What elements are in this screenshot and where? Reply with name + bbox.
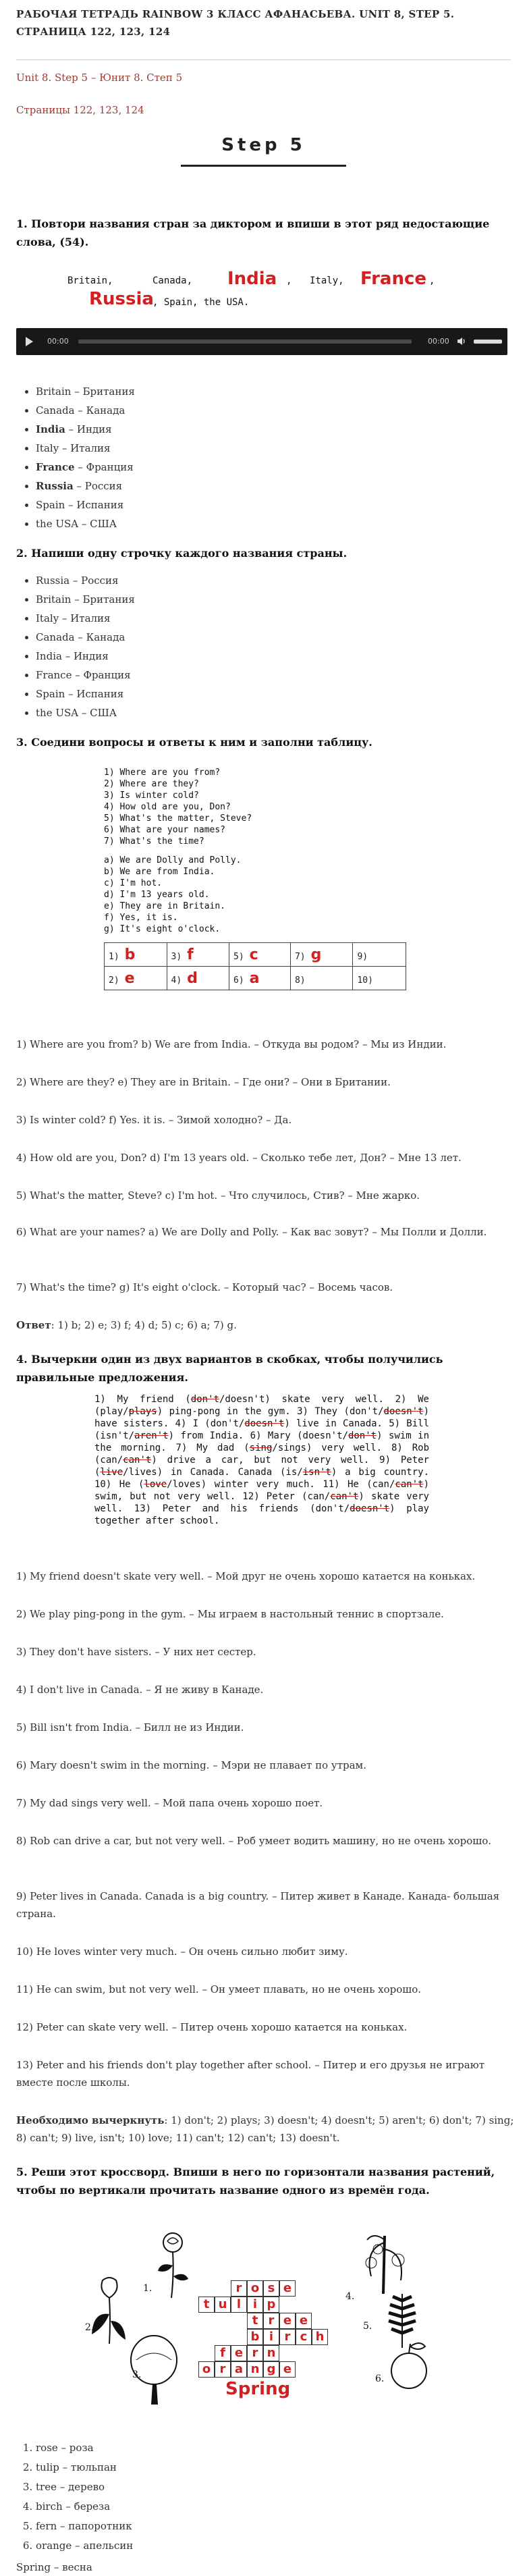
paragraph: 13) Peter and his friends don't play together after school. – Питер и его друзья не играют вместе после школы. xyxy=(16,2059,485,2089)
table-cell: 5) c xyxy=(229,943,291,967)
volume-icon[interactable] xyxy=(457,337,466,346)
list-item: 3. tree – дерево xyxy=(36,2477,522,2497)
crossword-cell: r xyxy=(215,2361,231,2378)
clue-number: 5. xyxy=(363,2321,372,2332)
paragraph: 2) Where are they? e) They are in Britain. – Где они? – Они в Британии. xyxy=(16,1076,391,1088)
task1-list xyxy=(16,382,522,533)
crossword-cell: e xyxy=(279,2361,296,2378)
task2-list xyxy=(16,571,522,722)
page-title: РАБОЧАЯ ТЕТРАДЬ RAINBOW 3 КЛАСС АФАНАСЬЕВА. UNIT 8, STEP 5. СТРАНИЦА 122, 123, 124 xyxy=(16,8,455,38)
crossword-cell: h xyxy=(312,2329,328,2345)
list-item: • Italy – Италия xyxy=(36,439,522,458)
play-icon[interactable] xyxy=(26,337,33,346)
list-item: • Britain – Британия xyxy=(36,382,522,401)
rose-icon xyxy=(144,2228,212,2302)
crossword-cell: g xyxy=(263,2361,279,2378)
question-line: 2) Where are they? xyxy=(104,779,199,789)
answer-line: c) I'm hot. xyxy=(104,878,163,888)
list-item: • Spain – Испания xyxy=(36,495,522,514)
task5-list xyxy=(16,2438,522,2556)
answer-line: a) We are Dolly and Polly. xyxy=(104,855,242,865)
task4-heading: 4. Вычеркни один из двух вариантов в скобках, чтобы получились правильные предложения. xyxy=(16,1353,443,1384)
table-cell: 10) xyxy=(353,967,406,990)
task2-heading: 2. Напиши одну строчку каждого названия страны. xyxy=(16,547,348,560)
task3-heading: 3. Соедини вопросы и ответы к ним и заполни таблицу. xyxy=(16,736,372,749)
list-item: • Spain – Испания xyxy=(36,685,522,703)
ws-russia-handwritten: Russia xyxy=(89,289,154,309)
crossword-cell: e xyxy=(279,2313,296,2329)
table-cell: 6) a xyxy=(229,967,291,990)
list-item: • France – Франция xyxy=(36,458,522,477)
crossword-cell: i xyxy=(263,2329,279,2345)
paragraph: 1) My friend doesn't skate very well. – Мой друг не очень хорошо катается на коньках. xyxy=(16,1570,476,1582)
paragraph: 12) Peter can skate very well. – Питер очень хорошо катается на коньках. xyxy=(16,2021,408,2033)
table-cell: 1) b xyxy=(105,943,167,967)
time-duration: 00:00 xyxy=(428,337,449,346)
answer-line: f) Yes, it is. xyxy=(104,913,178,923)
clue-number: 2. xyxy=(85,2322,94,2333)
table-cell: 3) f xyxy=(167,943,229,967)
clue-number: 1. xyxy=(143,2283,152,2294)
table-cell: 7) g xyxy=(290,943,353,967)
task1-heading: 1. Повтори названия стран за диктором и впиши в этот ряд недостающие слова, (54). xyxy=(16,217,490,248)
question-line: 1) Where are you from? xyxy=(104,768,221,778)
clue-number: 6. xyxy=(375,2373,385,2384)
crossword-cell: r xyxy=(247,2345,263,2361)
crossword-cell: s xyxy=(263,2280,279,2297)
crossword-cell: i xyxy=(247,2297,263,2313)
volume-slider[interactable] xyxy=(474,340,502,344)
paragraph: 6) What are your names? a) We are Dolly and Polly. – Как вас зовут? – Мы Полли и Долли. xyxy=(16,1226,487,1238)
list-item: 2. tulip – тюльпан xyxy=(36,2458,522,2477)
paragraph: 1) Where are you from? b) We are from India. – Откуда вы родом? – Мы из Индии. xyxy=(16,1038,447,1050)
paragraph: 5) Bill isn't from India. – Билл не из Индии. xyxy=(16,1721,244,1734)
crossword-cell: t xyxy=(198,2297,215,2313)
ws-canada: Canada, xyxy=(152,275,193,286)
crossword-cell: a xyxy=(231,2361,247,2378)
crossword-cell: o xyxy=(247,2280,263,2297)
crossword-cell: t xyxy=(247,2313,263,2329)
orange-icon xyxy=(386,2334,433,2395)
answer-table xyxy=(104,942,406,990)
crossword-cell: p xyxy=(263,2297,279,2313)
list-item: 1. rose – роза xyxy=(36,2438,522,2458)
table-row xyxy=(105,943,406,967)
crossword-cell: b xyxy=(247,2329,263,2345)
table-row xyxy=(105,967,406,990)
crossword-cell: r xyxy=(231,2280,247,2297)
list-item: • Russia – Россия xyxy=(36,571,522,590)
answer-line: e) They are in Britain. xyxy=(104,901,226,911)
clue-number: 4. xyxy=(345,2291,355,2302)
crossword-cell: r xyxy=(263,2313,279,2329)
list-item: • Britain – Британия xyxy=(36,590,522,609)
list-item: • India – Индия xyxy=(36,647,522,666)
paragraph: 7) What's the time? g) It's eight o'clock. – Который час? – Восемь часов. xyxy=(16,1281,393,1293)
question-line: 5) What's the matter, Steve? xyxy=(104,813,252,824)
question-line: 6) What are your names? xyxy=(104,825,226,835)
ws-britain: Britain, xyxy=(67,275,113,286)
birch-icon xyxy=(358,2229,412,2297)
crossword-cell: n xyxy=(247,2361,263,2378)
audio-progress-bar[interactable] xyxy=(78,340,412,344)
paragraph: 4) I don't live in Canada. – Я не живу в Канаде. xyxy=(16,1684,264,1696)
list-item: • India – Индия xyxy=(36,420,522,439)
time-current: 00:00 xyxy=(47,337,69,346)
answer-line: g) It's eight o'clock. xyxy=(104,924,221,934)
audio-player xyxy=(16,328,507,355)
divider xyxy=(16,59,511,60)
step-underline xyxy=(181,165,346,167)
question-line: 7) What's the time? xyxy=(104,836,204,847)
paragraph: 3) They don't have sisters. – У них нет сестер. xyxy=(16,1646,256,1658)
list-item: • the USA – США xyxy=(36,514,522,533)
answer-line: Необходимо вычеркнуть: 1) don't; 2) plays; 3) doesn't; 4) doesn't; 5) aren't; 6) don't; 7) sing; 8) can't; 9) live, isn't; 10) love; 11) can't; 12) can't; 13) doesn't. xyxy=(16,2114,514,2144)
unit-line: Unit 8. Step 5 – Юнит 8. Степ 5 xyxy=(16,72,183,84)
paragraph: 6) Mary doesn't swim in the morning. – Мэри не плавает по утрам. xyxy=(16,1759,366,1771)
ws-comma2: , xyxy=(429,275,435,286)
answer-line: b) We are from India. xyxy=(104,867,215,877)
list-item: • Italy – Италия xyxy=(36,609,522,628)
clue-number: 3. xyxy=(132,2369,142,2380)
crossword-cell: e xyxy=(231,2345,247,2361)
ws-france-handwritten: France xyxy=(360,269,427,289)
pages-line: Страницы 122, 123, 124 xyxy=(16,104,144,116)
list-item: • Canada – Канада xyxy=(36,628,522,647)
question-line: 3) Is winter cold? xyxy=(104,790,199,801)
answer-line: d) I'm 13 years old. xyxy=(104,890,210,900)
paragraph: 4) How old are you, Don? d) I'm 13 years old. – Сколько тебе лет, Дон? – Мне 13 лет. xyxy=(16,1152,462,1164)
list-item: • Russia – Россия xyxy=(36,477,522,495)
paragraph: 10) He loves winter very much. – Он очень сильно любит зиму. xyxy=(16,1946,348,1958)
crossword-answer-word: Spring xyxy=(225,2379,291,2399)
ws-india-handwritten: India xyxy=(227,269,277,289)
crossword-cell: e xyxy=(296,2313,312,2329)
crossword-cell: o xyxy=(198,2361,215,2378)
paragraph: 11) He can swim, but not very well. – Он умеет плавать, но не очень хорошо. xyxy=(16,1983,422,1995)
paragraph: 2) We play ping-pong in the gym. – Мы играем в настольный теннис в спортзале. xyxy=(16,1608,444,1620)
table-cell: 8) xyxy=(290,967,353,990)
paragraph: 8) Rob can drive a car, but not very well. – Роб умеет водить машину, но не очень хорошо. xyxy=(16,1835,492,1847)
final-answer: Spring – весна xyxy=(16,2561,92,2573)
ws-comma1: , xyxy=(286,275,292,286)
task4-worksheet: 1) My friend (don't/doesn't) skate very well. 2) We (play/plays) ping-pong in the gym. 3) They (don't/doesn't) have sisters. 4) I (don't/doesn't) live in Canada. 5) Bill (isn't/aren't) from India. 6) Mary (doesn't/don't) swim in the morning. 7) My dad (sing/sings) very well. 8) Rob (can/can't) drive a car, but not very well. 9) Peter (live/lives) in Canada. Canada (is/isn't) a big country. 10) He (love/loves) winter very much. 11) He (can/can't) swim, but not very well. 12) Peter (can/can't) skate very well. 13) Peter and his friends (don't/doesn't) play together after school. xyxy=(94,1394,430,1526)
table-cell: 4) d xyxy=(167,967,229,990)
list-item: 4. birch – береза xyxy=(36,2497,522,2517)
crossword-cell: u xyxy=(215,2297,231,2313)
crossword-cell: e xyxy=(279,2280,296,2297)
crossword-cell: c xyxy=(296,2329,312,2345)
list-item: 6. orange – апельсин xyxy=(36,2536,522,2556)
crossword-cell: f xyxy=(215,2345,231,2361)
task5-heading: 5. Реши этот кроссворд. Впиши в него по горизонтали названия растений, чтобы по вертикали прочитать название одного из времён года. xyxy=(16,2166,495,2197)
question-line: 4) How old are you, Don? xyxy=(104,802,231,812)
list-item: • the USA – США xyxy=(36,703,522,722)
paragraph: 3) Is winter cold? f) Yes. it is. – Зимой холодно? – Да. xyxy=(16,1114,292,1126)
paragraph: 5) What's the matter, Steve? c) I'm hot. – Что случилось, Стив? – Мне жарко. xyxy=(16,1189,420,1202)
answer-line: Ответ: 1) b; 2) e; 3) f; 4) d; 5) c; 6) a; 7) g. xyxy=(16,1319,237,1331)
table-cell: 2) e xyxy=(105,967,167,990)
paragraph: 9) Peter lives in Canada. Canada is a big country. – Питер живет в Канаде. Канада- большая страна. xyxy=(16,1890,500,1920)
ws-rest: , Spain, the USA. xyxy=(152,297,250,308)
step-title: Step 5 xyxy=(221,135,306,155)
list-item: • France – Франция xyxy=(36,666,522,685)
crossword-cell: l xyxy=(231,2297,247,2313)
crossword-cell: n xyxy=(263,2345,279,2361)
list-item: • Canada – Канада xyxy=(36,401,522,420)
list-item: 5. fern – папоротник xyxy=(36,2517,522,2536)
ws-italy: Italy, xyxy=(310,275,344,286)
table-cell: 9) xyxy=(353,943,406,967)
crossword-cell: r xyxy=(279,2329,296,2345)
paragraph: 7) My dad sings very well. – Мой папа очень хорошо поет. xyxy=(16,1797,323,1809)
